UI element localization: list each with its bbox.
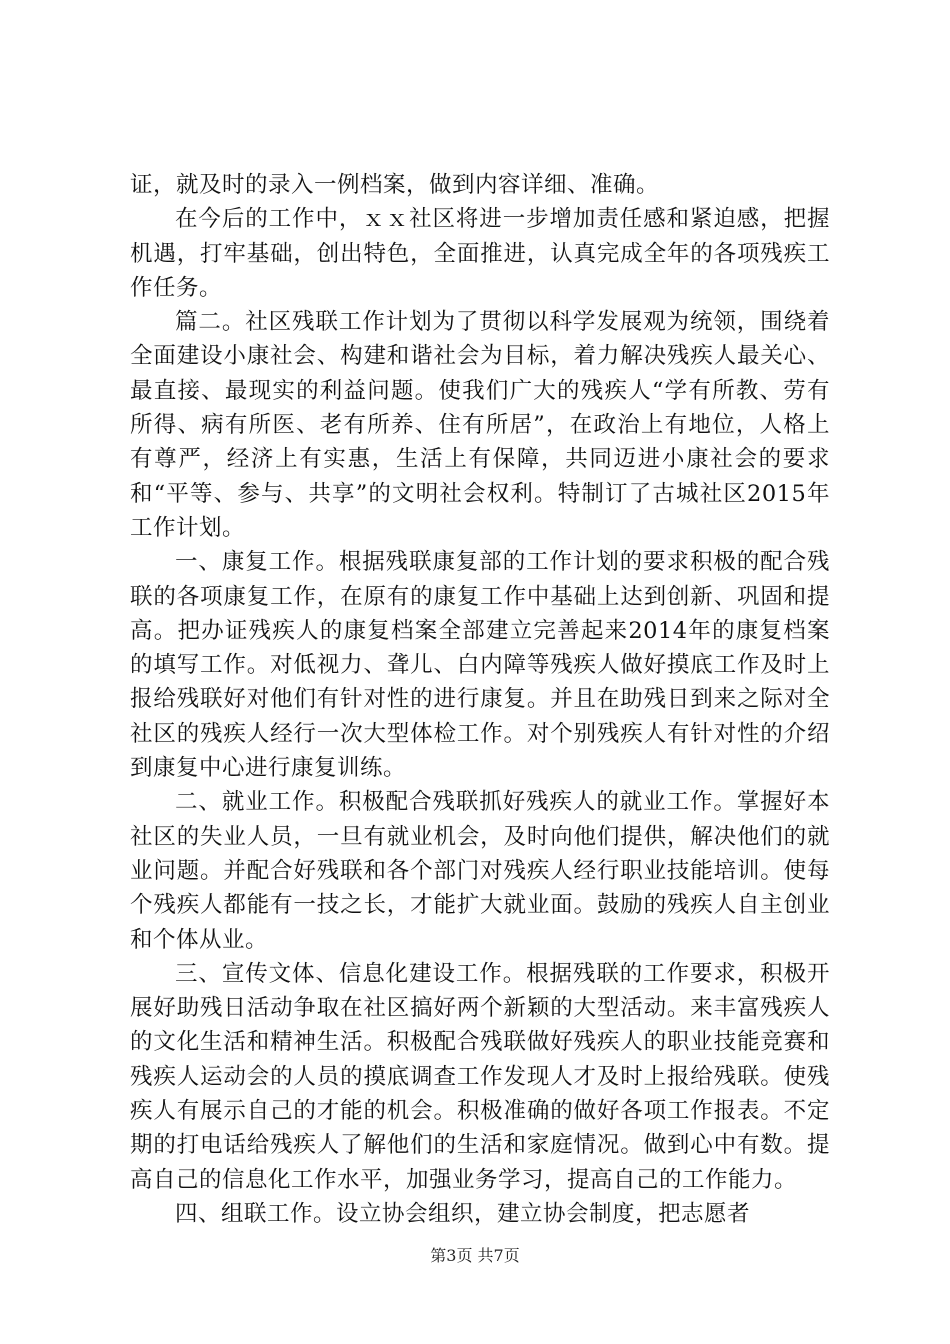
paragraph-continuation: 证，就及时的录入一例档案，做到内容详细、准确。 bbox=[130, 172, 660, 198]
paragraph-rehabilitation: 一、康复工作。根据残联康复部的工作计划的要求积极的配合残联的各项康复工作，在原有的康复工作中基础上达到创新、巩固和提高。把办证残疾人的康复档案全部建立完善起来2014年的康复档案的填写工作。对低视力、聋儿、白内障等残疾人做好摸底工作及时上报给残联好对他们有针对性的进行康复。并且在助残日到来之际对全社区的残疾人经行一次大型体检工作。对个别残疾人有针对性的介绍到康复中心进行康复训练。 bbox=[130, 549, 830, 782]
paragraph-organization: 四、组联工作。设立协会组织，建立协会制度，把志愿者 bbox=[175, 1200, 751, 1227]
document-body bbox=[130, 168, 830, 1231]
paragraph-employment: 二、就业工作。积极配合残联抓好残疾人的就业工作。掌握好本社区的失业人员，一旦有就业机会，及时向他们提供，解决他们的就业问题。并配合好残联和各个部门对残疾人经行职业技能培训。使每个残疾人都能有一技之长，才能扩大就业面。鼓励的残疾人自主创业和个体从业。 bbox=[130, 789, 830, 953]
paragraph-publicity: 三、宣传文体、信息化建设工作。根据残联的工作要求，积极开展好助残日活动争取在社区搞好两个新颖的大型活动。来丰富残疾人的文化生活和精神生活。积极配合残联做好残疾人的职业技能竞赛和残疾人运动会的人员的摸底调查工作发现人才及时上报给残联。使残疾人有展示自己的才能的机会。积极准确的做好各项工作报表。不定期的打电话给残疾人了解他们的生活和家庭情况。做到心中有数。提高自己的信息化工作水平，加强业务学习，提高自己的工作能力。 bbox=[130, 960, 830, 1193]
paragraph-summary: 在今后的工作中，ｘｘ社区将进一步增加责任感和紧迫感，把握机遇，打牢基础，创出特色，全面推进，认真完成全年的各项残疾工作任务。 bbox=[130, 206, 830, 301]
page-number-footer: 第3页 共7页 bbox=[430, 1246, 520, 1265]
paragraph-part-two-intro: 篇二。社区残联工作计划为了贯彻以科学发展观为统领，围绕着全面建设小康社会、构建和谐社会为目标，着力解决残疾人最关心、最直接、最现实的利益问题。使我们广大的残疾人“学有所教、劳有所得、病有所医、老有所养、住有所居”，在政治上有地位，人格上有尊严，经济上有实惠，生活上有保障，共同迈进小康社会的要求和“平等、参与、共享”的文明社会权利。特制订了古城社区2015年工作计划。 bbox=[130, 309, 830, 541]
